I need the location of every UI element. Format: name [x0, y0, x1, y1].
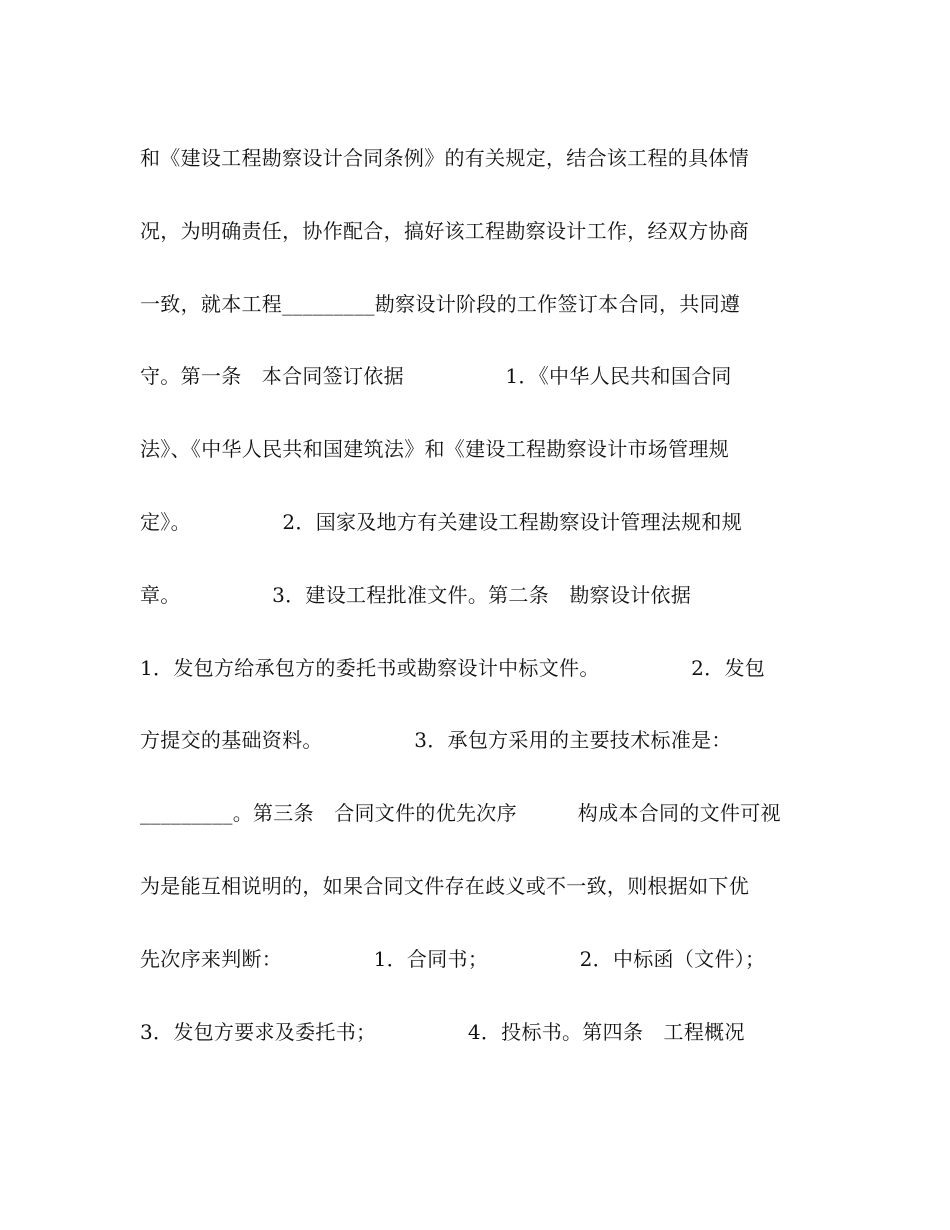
text-line: 法》、《中华人民共和国建筑法》和《建设工程勘察设计市场管理规: [140, 437, 729, 462]
text-line: 况，为明确责任，协作配合，搞好该工程勘察设计工作，经双方协商: [140, 218, 749, 243]
text-line: 1．发包方给承包方的委托书或勘察设计中标文件。 2．发包: [140, 655, 766, 680]
text-line: 先次序来判断： 1．合同书； 2．中标函（文件）；: [140, 946, 766, 971]
text-line: 为是能互相说明的，如果合同文件存在歧义或不一致，则根据如下优: [140, 873, 749, 898]
text-line: 章。 3．建设工程批准文件。第二条 勘察设计依据: [140, 582, 692, 607]
body-text: [140, 138, 820, 1084]
text-line: 守。第一条 本合同签订依据 1．《中华人民共和国合同: [140, 364, 732, 389]
text-line: 定》。 2．国家及地方有关建设工程勘察设计管理法规和规: [140, 509, 743, 534]
text-line: _________。第三条 合同文件的优先次序 构成本合同的文件可视: [140, 801, 781, 826]
text-line: 一致，就本工程_________勘察设计阶段的工作签订本合同，共同遵: [140, 291, 741, 316]
text-line: 3．发包方要求及委托书； 4．投标书。第四条 工程概况: [140, 1019, 745, 1044]
text-line: 方提交的基础资料。 3．承包方采用的主要技术标准是：: [140, 728, 732, 753]
text-line: 和《建设工程勘察设计合同条例》的有关规定，结合该工程的具体情: [140, 146, 749, 170]
